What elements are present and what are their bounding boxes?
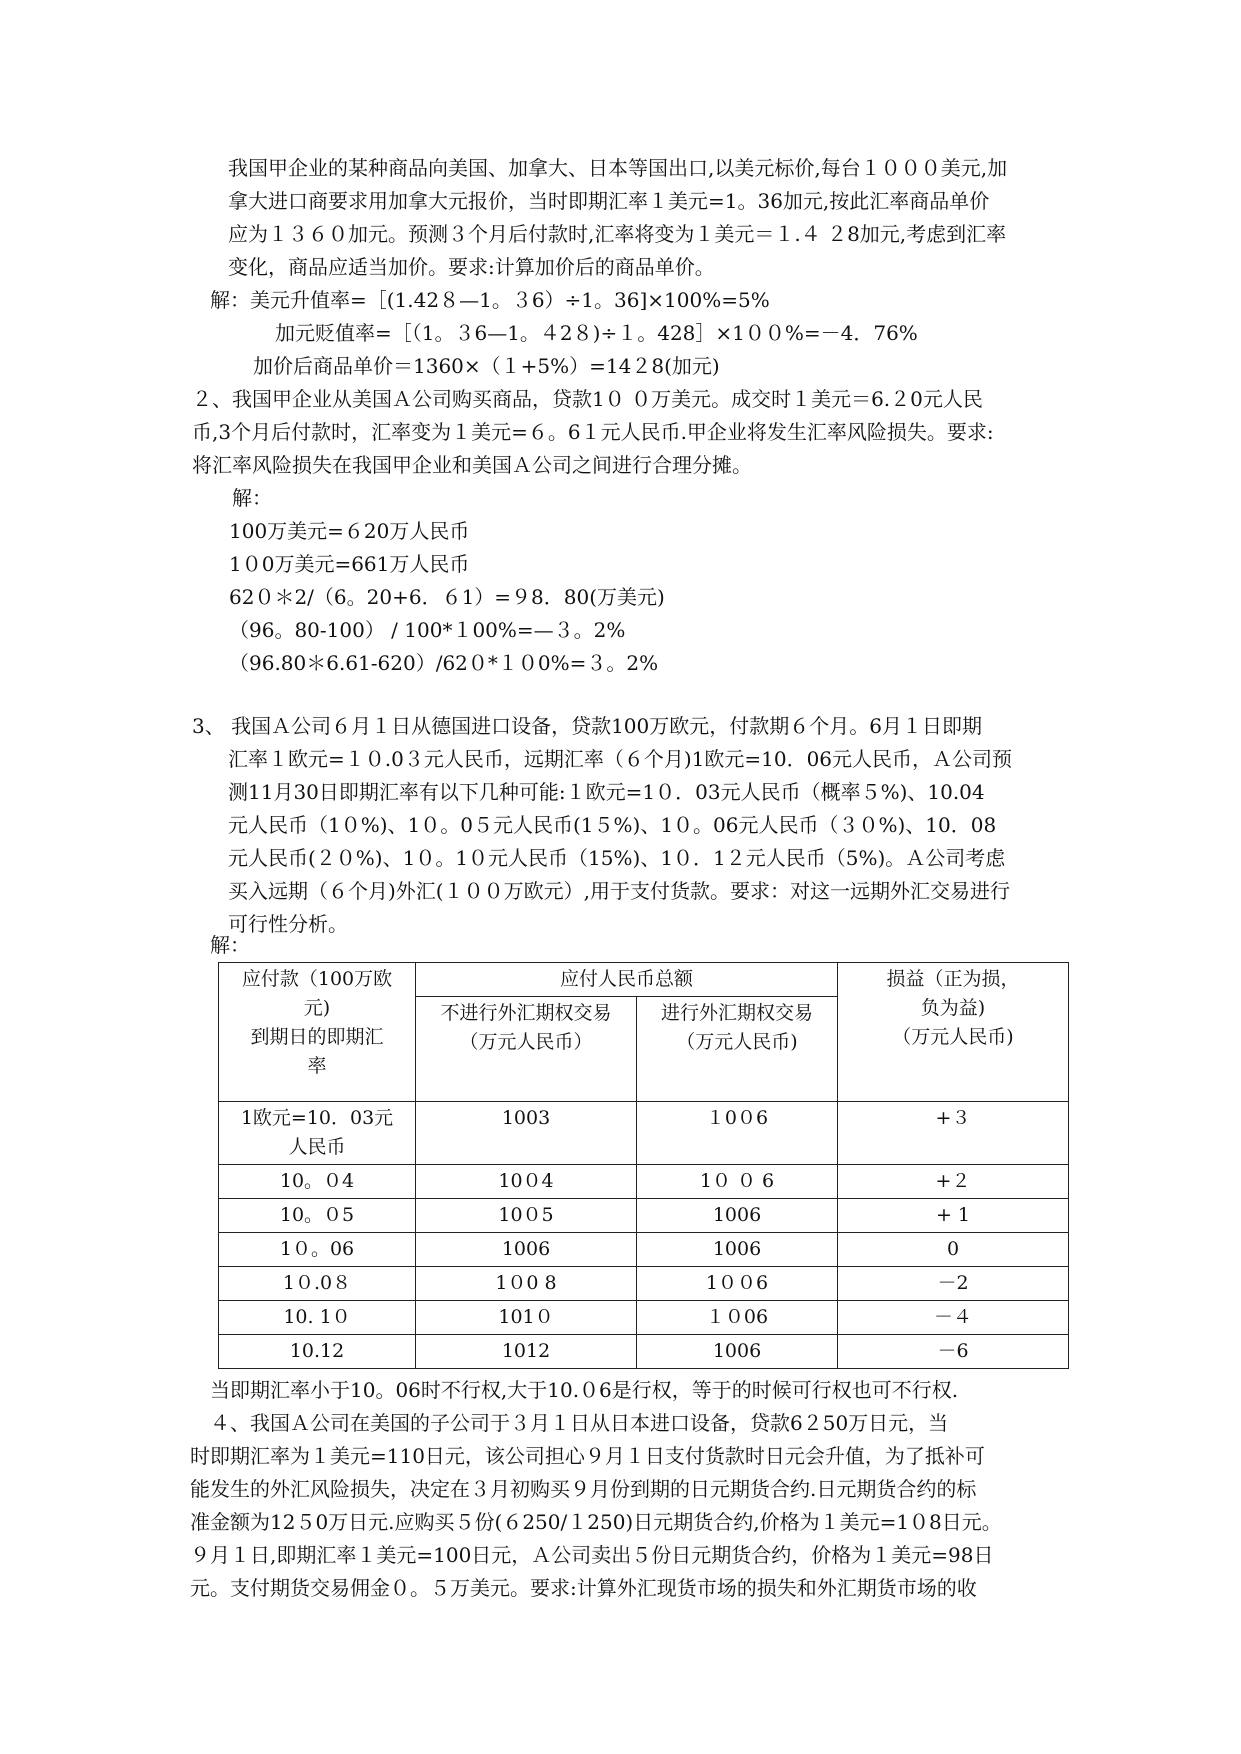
problem3-line: 元人民币(２０%)、1０。1０元人民币（15%)、1０．1２元人民币（5%)。Ａ公司考虑 bbox=[228, 846, 1006, 870]
problem1-line: 我国甲企业的某种商品向美国、加拿大、日本等国出口,以美元标价,每台１０００美元,加 bbox=[228, 156, 1008, 180]
problem2-line: 币,3个月后付款时，汇率变为１美元=６。6１元人民币.甲企业将发生汇率风险损失。要求: bbox=[192, 420, 994, 444]
problem3-line: 测11月30日即期汇率有以下几种可能:１欧元=1０．03元人民币（概率５%)、10.04 bbox=[228, 780, 985, 804]
problem2-solution: 解： bbox=[232, 486, 272, 510]
problem3-line: 买入远期（６个月)外汇(１００万欧元）,用于支付货款。要求：对这一远期外汇交易进行 bbox=[228, 879, 1010, 903]
table-row: 10. 1０ 101０ １０06 －４ bbox=[219, 1301, 1069, 1335]
problem1-line: 变化，商品应适当加价。要求:计算加价后的商品单价。 bbox=[228, 255, 715, 279]
problem3-line: 汇率１欧元=１０.0３元人民币，远期汇率（６个月)1欧元=10．06元人民币，Ａ公司预 bbox=[228, 747, 1013, 771]
table-row: 10。０4 10０4 1０ ０ 6 +２ bbox=[219, 1165, 1069, 1199]
problem2-solution: 62０＊2/（6。20+6．６1）=９8．80(万美元) bbox=[229, 585, 665, 609]
table-row: 1欧元=10．03元 人民币 1003 １0０6 +３ bbox=[219, 1102, 1069, 1165]
table-row: 10.12 1012 1006 －6 bbox=[219, 1335, 1069, 1369]
table-header-rate: 应付款（100万欧 元) 到期日的即期汇 率 bbox=[219, 963, 416, 1102]
problem1-solution: 解：美元升值率=［(1.42８—1。３6）÷1。36]×100%=5% bbox=[210, 288, 770, 312]
problem1-line: 拿大进口商要求用加拿大元报价，当时即期汇率１美元=1。36加元,按此汇率商品单价 bbox=[228, 189, 990, 213]
problem2-line: ２、我国甲企业从美国Ａ公司购买商品，贷款1０ ０万美元。成交时１美元＝6.２0元人民 bbox=[192, 387, 983, 411]
problem4-line: 时即期汇率为１美元=110日元，该公司担心９月１日支付货款时日元会升值，为了抵补可 bbox=[190, 1444, 985, 1468]
problem2-solution: 1０0万美元=661万人民币 bbox=[229, 552, 470, 576]
problem4-line: 元。支付期货交易佣金０。５万美元。要求:计算外汇现货市场的损失和外汇期货市场的收 bbox=[190, 1576, 977, 1600]
problem3-line: 3、 我国Ａ公司６月１日从德国进口设备，贷款100万欧元，付款期６个月。6月１日即期 bbox=[192, 714, 982, 738]
table-header-no-option: 不进行外汇期权交易 （万元人民币） bbox=[416, 997, 637, 1102]
table-header-with-option: 进行外汇期权交易 （万元人民币) bbox=[637, 997, 838, 1102]
problem1-solution: 加价后商品单价＝1360×（１+5%）=14２8(加元) bbox=[253, 354, 720, 378]
problem2-solution: （96.80＊6.61-620）/62０*１０0%=３。2% bbox=[229, 651, 659, 675]
table-row: 1０。06 1006 1006 0 bbox=[219, 1233, 1069, 1267]
problem3-solution-label: 解： bbox=[210, 933, 250, 957]
table-row: 1０.0８ 1０0 8 1００6 －2 bbox=[219, 1267, 1069, 1301]
problem3-line: 元人民币（1０%)、1０。0５元人民币(1５%)、1０。06元人民币（３０%)、10．08 bbox=[228, 813, 997, 837]
problem1-solution: 加元贬值率=［（1。３6—1。４2８)÷１。428］×1００%=－4．76% bbox=[275, 321, 918, 345]
problem4-line: ９月１日,即期汇率１美元=100日元，Ａ公司卖出５份日元期货合约，价格为１美元=98日 bbox=[190, 1543, 994, 1567]
problem4-line: ４、我国Ａ公司在美国的子公司于３月１日从日本进口设备，贷款6２50万日元，当 bbox=[210, 1411, 949, 1435]
table-header-group: 应付人民币总额 bbox=[416, 963, 838, 997]
table-header-profit-loss: 损益（正为损， 负为益) （万元人民币) bbox=[838, 963, 1069, 1102]
problem3-line: 可行性分析。 bbox=[228, 912, 348, 936]
problem2-solution: 100万美元=６20万人民币 bbox=[229, 519, 470, 543]
exchange-rate-table bbox=[218, 962, 1069, 1369]
problem2-solution: （96。80-100） / 100*１00%=—３。2% bbox=[229, 618, 626, 642]
problem2-line: 将汇率风险损失在我国甲企业和美国Ａ公司之间进行合理分摊。 bbox=[192, 453, 752, 477]
problem1-line: 应为１３６０加元。预测３个月后付款时,汇率将变为１美元＝１.４ ２8加元,考虑到汇率 bbox=[228, 222, 1007, 246]
table-row: 10。０5 10０5 1006 + 1 bbox=[219, 1199, 1069, 1233]
problem3-conclusion: 当即期汇率小于10。06时不行权,大于10.０6是行权，等于的时候可行权也可不行权. bbox=[210, 1378, 959, 1402]
problem4-line: 准金额为12５0万日元.应购买５份(６250/１250)日元期货合约,价格为１美元=1０8日元。 bbox=[190, 1510, 1002, 1534]
problem4-line: 能发生的外汇风险损失，决定在３月初购买９月份到期的日元期货合约.日元期货合约的标 bbox=[190, 1477, 977, 1501]
